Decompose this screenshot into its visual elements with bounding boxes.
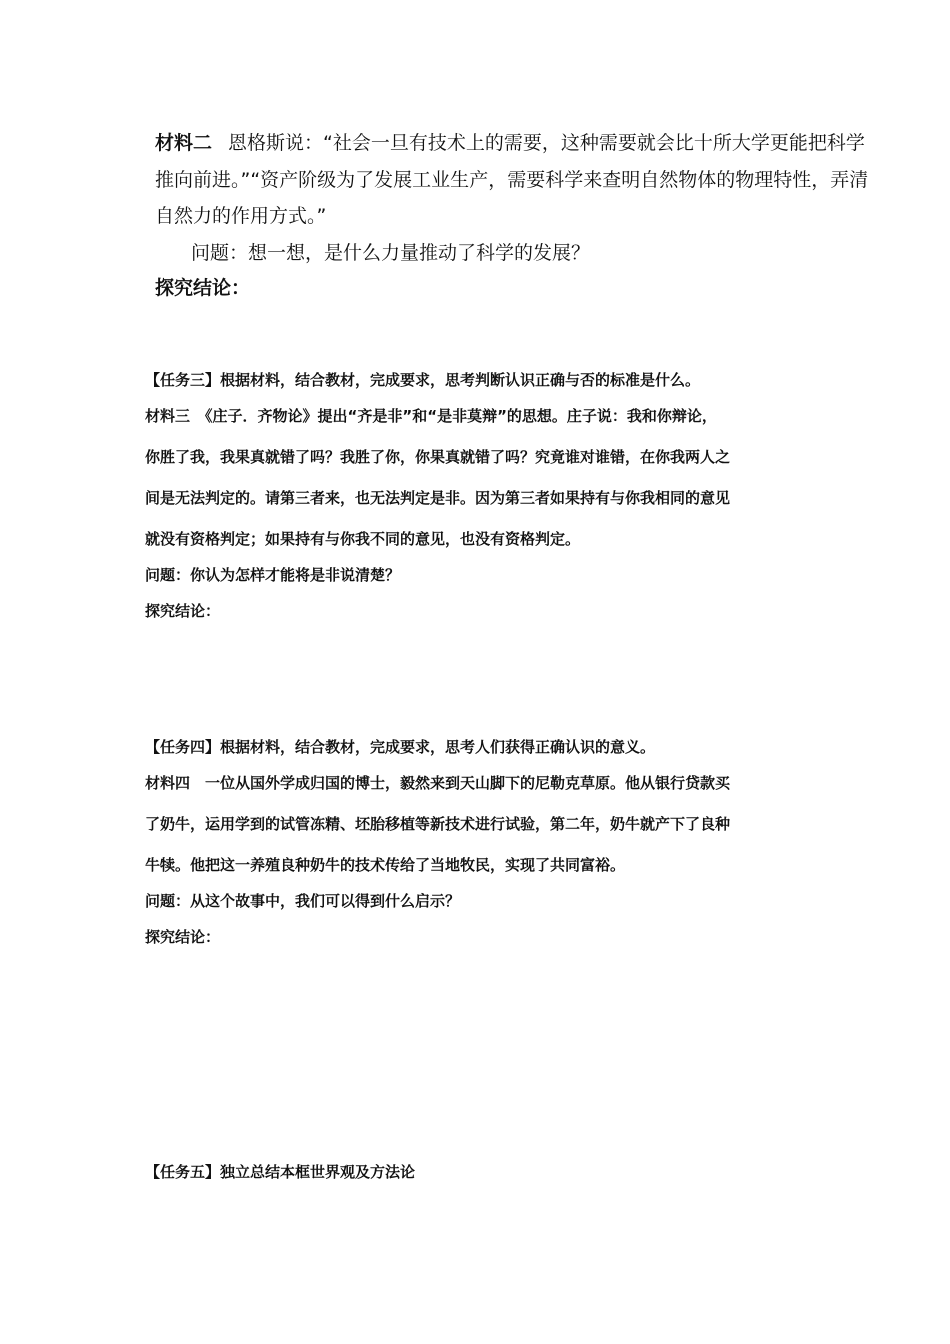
task3-line4: 就没有资格判定；如果持有与你我不同的意见，也没有资格判定。 xyxy=(145,530,581,548)
task3-heading: 【任务三】根据材料，结合教材，完成要求，思考判断认识正确与否的标准是什么。 xyxy=(145,371,701,389)
task4-line2: 了奶牛，运用学到的试管冻精、坯胎移植等新技术进行试验，第二年，奶牛就产下了良种 xyxy=(145,815,731,833)
task3-line1: 材料三 《庄子．齐物论》提出“齐是非”和“是非莫辩”的思想。庄子说：我和你辩论， xyxy=(145,407,717,425)
task5-heading: 【任务五】独立总结本框世界观及方法论 xyxy=(145,1163,416,1181)
task4-question: 问题：从这个故事中，我们可以得到什么启示？ xyxy=(145,892,461,910)
material2-text-1: 恩格斯说：“社会一旦有技术上的需要，这种需要就会比十所大学更能把科学 xyxy=(228,132,865,154)
material2-line2: 推向前进。”“资产阶级为了发展工业生产，需要科学来查明自然物体的物理特性，弄清 xyxy=(155,169,869,191)
task4-line3: 牛犊。他把这一养殖良种奶牛的技术传给了当地牧民，实现了共同富裕。 xyxy=(145,856,626,874)
task3-line2: 你胜了我，我果真就错了吗？我胜了你，你果真就错了吗？究竟谁对谁错，在你我两人之 xyxy=(145,448,731,466)
task4-conclusion: 探究结论： xyxy=(145,928,221,946)
material2-question: 问题：想一想，是什么力量推动了科学的发展？ xyxy=(191,242,591,264)
material2-line1 xyxy=(155,128,865,155)
task3-question: 问题：你认为怎样才能将是非说清楚？ xyxy=(145,566,401,584)
task3-conclusion: 探究结论： xyxy=(145,602,221,620)
material2-line3: 自然力的作用方式。” xyxy=(155,205,327,227)
task3-line3: 间是无法判定的。请第三者来，也无法判定是非。因为第三者如果持有与你我相同的意见 xyxy=(145,489,731,507)
task4-line1: 材料四 一位从国外学成归国的博士，毅然来到天山脚下的尼勒克草原。他从银行贷款买 xyxy=(145,774,731,792)
task4-heading: 【任务四】根据材料，结合教材，完成要求，思考人们获得正确认识的意义。 xyxy=(145,738,656,756)
material2-label: 材料二 xyxy=(155,132,213,154)
material2-conclusion: 探究结论： xyxy=(155,277,251,299)
